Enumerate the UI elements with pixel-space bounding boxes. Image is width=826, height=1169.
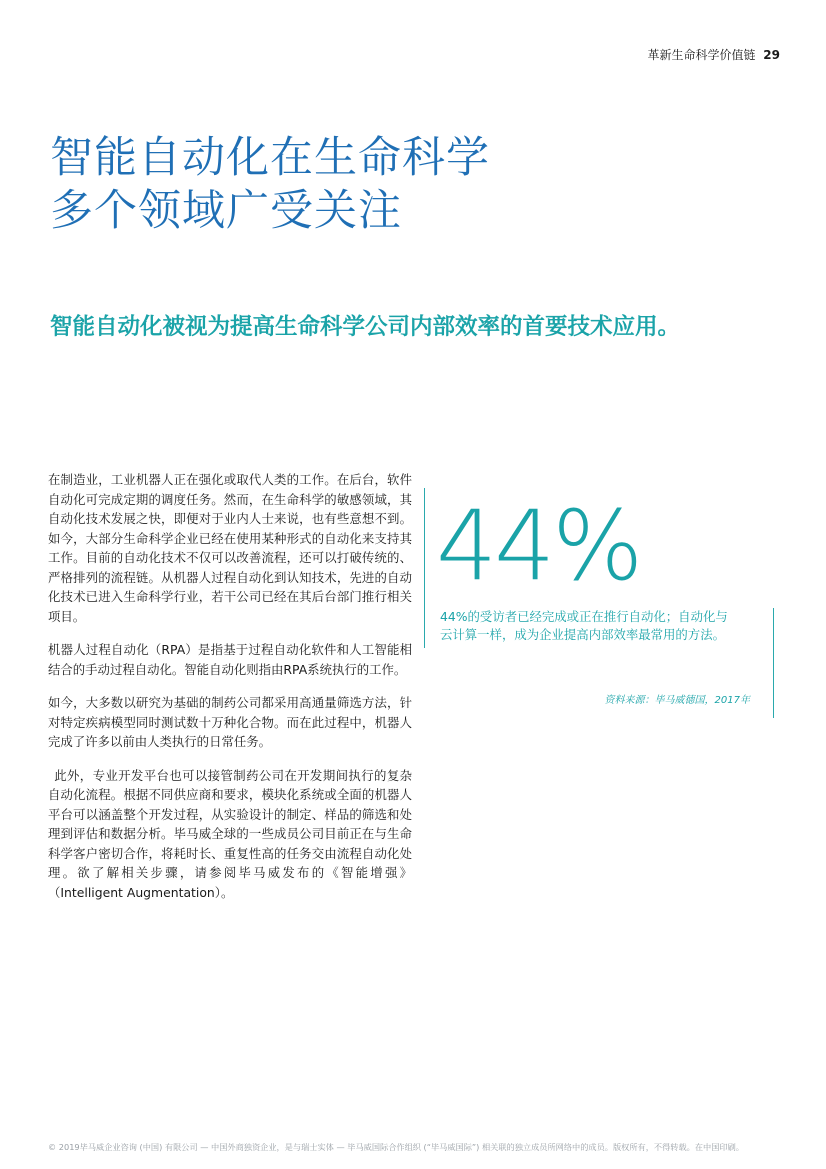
- callout-border-left: [424, 488, 425, 648]
- page-title: [50, 132, 750, 238]
- body-paragraph-2: 机器人过程自动化（RPA）是指基于过程自动化软件和人工智能相结合的手动过程自动化。智能自动化则指由RPA系统执行的工作。: [48, 642, 412, 677]
- stat-description: 44%的受访者已经完成或正在推行自动化；自动化与云计算一样，成为企业提高内部效率最常用的方法。: [440, 609, 728, 642]
- page-header: [647, 46, 780, 63]
- page-title-line2: 多个领域广受关注: [50, 186, 402, 236]
- stat-source: 资料来源：毕马威德国，2017年: [604, 695, 750, 706]
- body-paragraph-4: 此外，专业开发平台也可以接管制药公司在开发期间执行的复杂自动化流程。根据不同供应商和要求，模块化系统或全面的机器人平台可以涵盖整个开发过程，从实验设计的制定、样品的筛选和处理到评估和数据分析。毕马威全球的一些成员公司目前正在与生命科学客户密切合作，将耗时长、重复性高的任务交由流程自动化处理。欲了解相关步骤，请参阅毕马威发布的《智能增强》（Intelligent Augmentation）。: [48, 767, 412, 900]
- body-paragraph-1: 在制造业，工业机器人正在强化或取代人类的工作。在后台，软件自动化可完成定期的调度任务。然而，在生命科学的敏感领域，其自动化技术发展之快，即便对于业内人士来说，也有些意想不到。如今，大部分生命科学企业已经在使用某种形式的自动化来支持其工作。目前的自动化技术不仅可以改善流程，还可以打破传统的、严格排列的流程链。从机器人过程自动化到认知技术，先进的自动化技术已进入生命科学行业，若干公司已经在其后台部门推行相关项目。: [48, 472, 412, 624]
- page-title-line1: 智能自动化在生命科学: [50, 133, 490, 183]
- body-paragraph-3: 如今，大多数以研究为基础的制药公司都采用高通量筛选方法，针对特定疾病模型同时测试数十万种化合物。而在此过程中，机器人完成了许多以前由人类执行的日常任务。: [48, 695, 412, 749]
- body-text: [48, 470, 412, 916]
- page-footer: © 2019毕马威企业咨询 (中国) 有限公司 — 中国外商独资企业，是与瑞士实体 — 毕马威国际合作组织 (“毕马威国际”) 相关联的独立成员所网络中的成员。版权所有，不得转载。在中国印刷。: [48, 1142, 744, 1152]
- stat-value: 44%: [436, 490, 641, 602]
- stat-callout: [424, 488, 774, 718]
- section-title: 革新生命科学价值链: [647, 48, 756, 62]
- page-number: 29: [763, 48, 780, 62]
- callout-border-right: [773, 608, 774, 718]
- page-subtitle: 智能自动化被视为提高生命科学公司内部效率的首要技术应用。: [50, 314, 681, 340]
